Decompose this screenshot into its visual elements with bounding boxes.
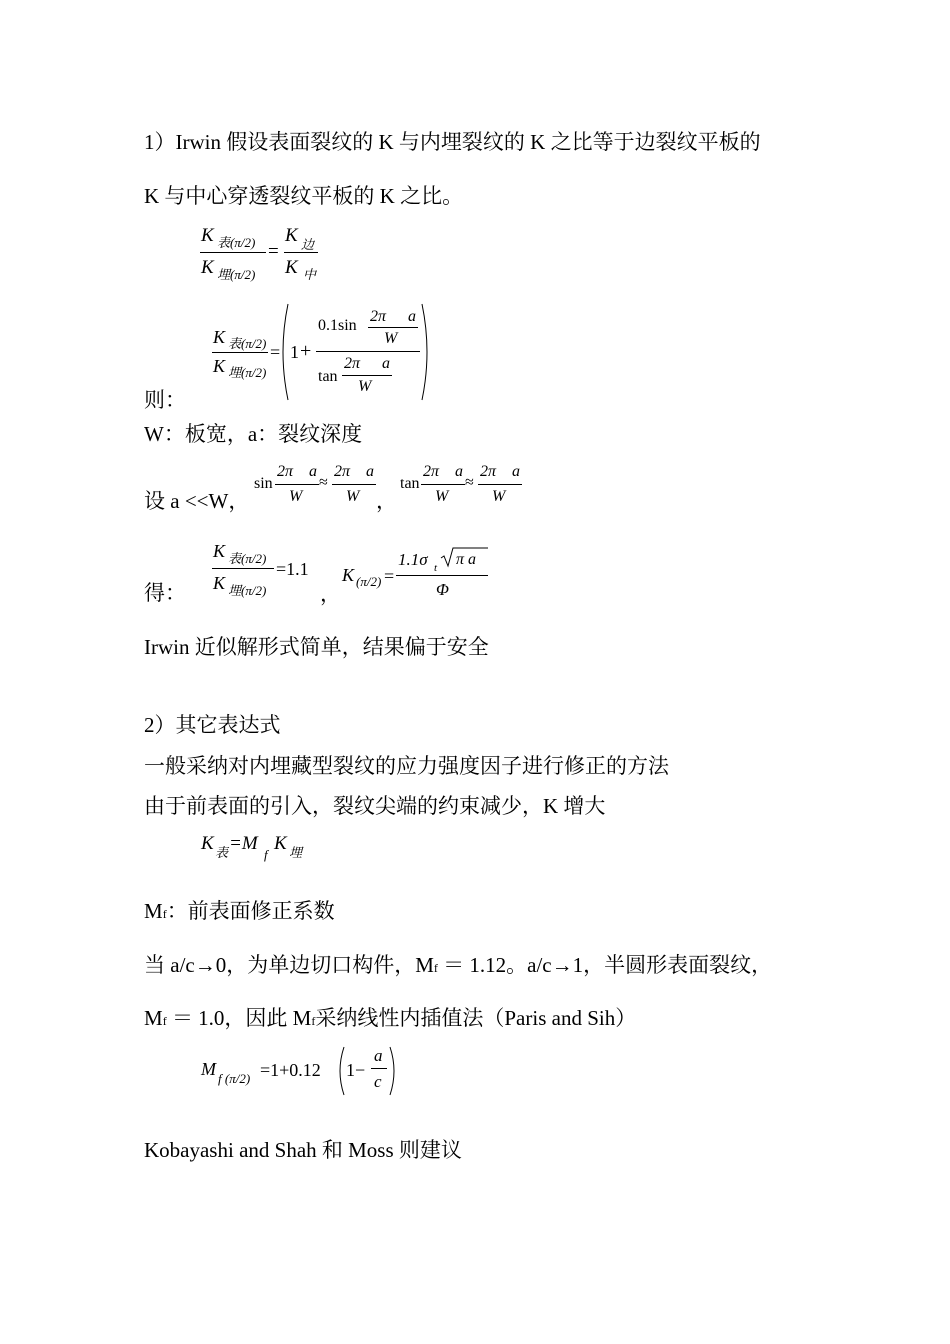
f2-num-a: a	[408, 308, 416, 325]
mf-def-m: M	[144, 899, 163, 923]
f3-tan: tan	[400, 475, 420, 492]
f1-sub-surface: 表(π/2)	[217, 235, 256, 250]
f4-k-sub: (π/2)	[356, 574, 382, 589]
f6-sub: f (π/2)	[218, 1071, 251, 1086]
mf-line-sub1: f	[162, 1014, 167, 1028]
when-line-a: 当 a/c→0，为单边切口构件，M	[144, 953, 434, 977]
f2-num-w: W	[384, 330, 398, 347]
f3-w-2: W	[346, 488, 360, 505]
f3-a-3: a	[455, 463, 463, 480]
label-then: 则：	[144, 388, 186, 412]
f6-one-minus: 1−	[346, 1060, 366, 1080]
f1-sub-edge: 边	[301, 237, 315, 252]
f1-equals: =	[268, 241, 279, 262]
paragraph-irwin-assumption-1: 1）Irwin 假设表面裂纹的 K 与内埋裂纹的 K 之比等于边裂纹平板的	[144, 130, 761, 154]
kobayashi-line: Kobayashi and Shah 和 Moss 则建议	[144, 1138, 462, 1162]
f4-sqrt-content: π a	[456, 551, 477, 568]
f3-a-1: a	[309, 463, 317, 480]
f2-den-2pi: 2π	[344, 355, 361, 372]
f5-k2: K	[274, 833, 287, 854]
f5-k2-sub: 埋	[289, 845, 303, 860]
mf-definition	[144, 901, 335, 922]
f4-num: 1.1σ	[398, 550, 428, 569]
f2-den-w: W	[358, 378, 372, 395]
f6-m: M	[201, 1059, 216, 1079]
f4-sub-surface: 表(π/2)	[228, 551, 267, 566]
f3-2pi-1: 2π	[277, 463, 294, 480]
section-2-line-1: 一般采纳对内埋藏型裂纹的应力强度因子进行修正的方法	[144, 754, 669, 778]
f3-sin: sin	[254, 475, 273, 492]
irwin-conclusion: Irwin 近似解形式简单，结果偏于安全	[144, 635, 489, 659]
f5-k: K	[201, 833, 214, 854]
f4-sub-buried: 埋(π/2)	[228, 583, 267, 598]
definition-w-a: W：板宽，a：裂纹深度	[144, 422, 363, 446]
f2-one: 1	[290, 342, 299, 362]
f2-k-den: K	[213, 356, 226, 376]
f2-num-2pi: 2π	[370, 308, 387, 325]
f2-tan: tan	[318, 368, 338, 385]
f3-w-4: W	[492, 488, 506, 505]
f1-k-den: K	[201, 257, 214, 278]
f4-k: K	[342, 565, 355, 585]
f3-a-4: a	[512, 463, 520, 480]
f2-den-a: a	[382, 355, 390, 372]
when-line-rest: ＝ 1.12。a/c→1，半圆形表面裂纹，	[437, 953, 773, 977]
f5-eq-m: =M	[229, 833, 258, 854]
paragraph-irwin-assumption-2: K 与中心穿透裂纹平板的 K 之比。	[144, 184, 464, 208]
f5-f-sub: f	[264, 847, 268, 862]
mf-def-rest: ：前表面修正系数	[166, 899, 335, 923]
f3-2pi-2: 2π	[334, 463, 351, 480]
label-obtain: 得：	[144, 581, 186, 605]
comma-1: ，	[376, 489, 397, 513]
f4-value: =1.1	[276, 559, 309, 579]
f3-approx-2: ≈	[465, 474, 474, 491]
when-line-sub: f	[433, 961, 438, 975]
f2-sub-surface: 表(π/2)	[228, 336, 267, 351]
f3-2pi-3: 2π	[423, 463, 440, 480]
mf-line-a: M	[144, 1006, 163, 1030]
f3-a-2: a	[366, 463, 374, 480]
f2-k-num: K	[213, 327, 226, 347]
f2-sub-buried: 埋(π/2)	[228, 365, 267, 380]
mf-def-sub: f	[162, 907, 167, 921]
f1-k-center: K	[285, 257, 298, 278]
f6-rhs: =1+0.12	[260, 1060, 321, 1080]
f3-w-3: W	[435, 488, 449, 505]
f3-2pi-4: 2π	[480, 463, 497, 480]
mf-line-sub2: f	[311, 1014, 316, 1028]
f1-k-num: K	[201, 225, 214, 246]
f4-sigma-sub: t	[434, 562, 438, 574]
f4-k-num: K	[213, 541, 226, 561]
assumption-label: 设 a <<W，	[144, 489, 250, 513]
f4-k-den: K	[213, 573, 226, 593]
mf-line-b: ＝ 1.0，因此 M	[166, 1006, 312, 1030]
f5-k-sub: 表	[215, 845, 229, 860]
f6-c: c	[374, 1072, 382, 1091]
f2-num-coef: 0.1sin	[318, 317, 357, 334]
f4-phi: Φ	[436, 580, 449, 599]
f1-sub-buried: 埋(π/2)	[217, 267, 256, 282]
f1-k-edge: K	[285, 225, 298, 246]
f2-plus: +	[300, 340, 312, 362]
f1-sub-center: 中	[303, 267, 317, 282]
section-2-title: 2）其它表达式	[144, 713, 281, 737]
mf-line-c: 采纳线性内插值法（Paris and Sih）	[315, 1006, 637, 1030]
comma-2: ，	[320, 582, 341, 606]
mf-interp-line	[144, 1008, 636, 1029]
section-2-line-2: 由于前表面的引入，裂纹尖端的约束减少，K 增大	[144, 794, 606, 818]
f3-w-1: W	[289, 488, 303, 505]
f3-approx-1: ≈	[319, 474, 328, 491]
f6-a: a	[374, 1046, 383, 1065]
when-line	[144, 955, 772, 976]
